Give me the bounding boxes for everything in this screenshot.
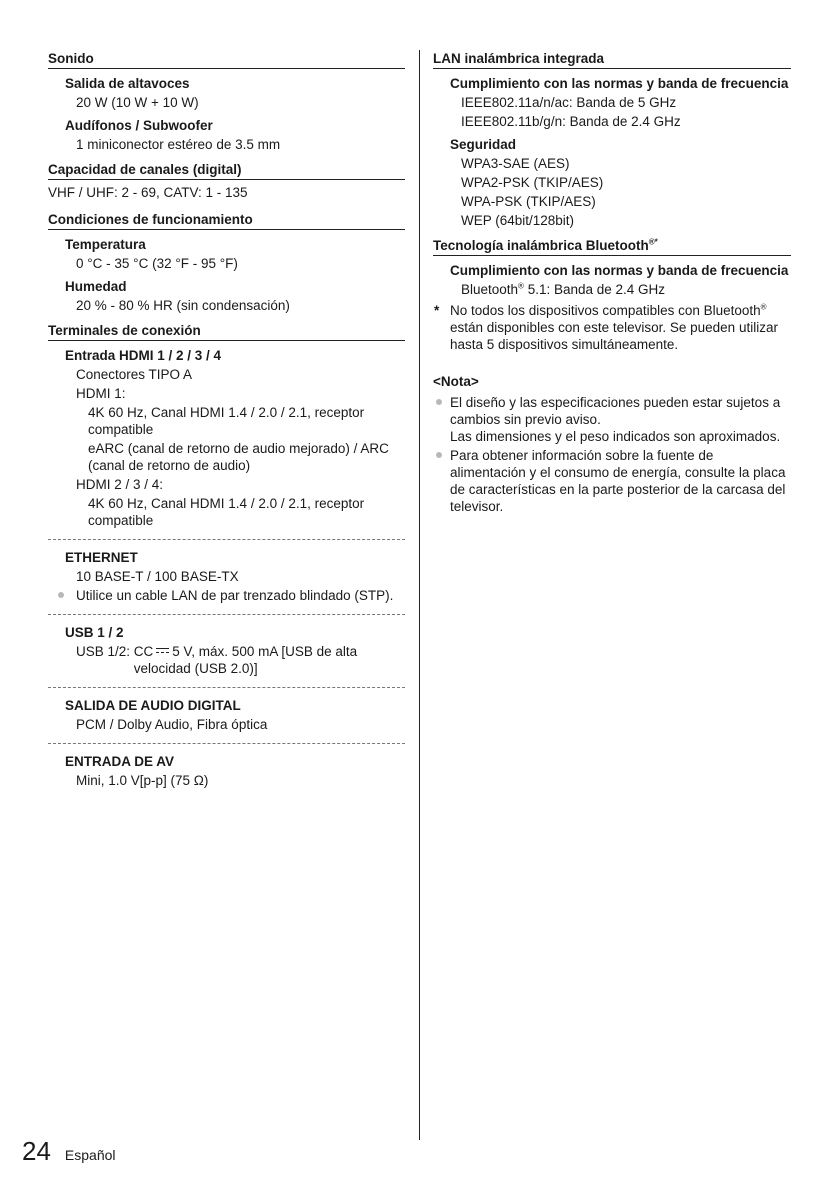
subheading-audio-digital: SALIDA DE AUDIO DIGITAL [65, 698, 241, 713]
bullet-ethernet [48, 587, 405, 604]
value-security-4: WEP (64bit/128bit) [461, 213, 575, 228]
bt-footnote [433, 302, 791, 353]
value-security-3: WPA-PSK (TKIP/AES) [461, 194, 596, 209]
bt-band-mark: ® [518, 281, 524, 291]
value-security-1: WPA3-SAE (AES) [461, 156, 570, 171]
value-salida-altavoces: 20 W (10 W + 10 W) [76, 95, 199, 110]
footnote-star: * [434, 303, 440, 318]
label-hdmi1: HDMI 1: [76, 386, 126, 401]
value-temperatura: 0 °C - 35 °C (32 °F - 95 °F) [76, 256, 238, 271]
bt-heading-mark: ®* [648, 237, 658, 247]
page-footer [22, 1136, 116, 1166]
subheading-humedad: Humedad [65, 279, 127, 294]
nota-title: <Nota> [433, 374, 479, 389]
value-hdmi1-earc: eARC (canal de retorno de audio mejorado) / ARC (canal de retorno de audio) [88, 441, 389, 473]
bullet-icon [58, 592, 64, 598]
value-bt-band [461, 281, 791, 298]
dc-symbol-icon [156, 648, 169, 654]
subheading-audifonos: Audífonos / Subwoofer [65, 118, 213, 133]
subheading-seguridad: Seguridad [450, 137, 517, 152]
usb-spec-text: 5 V, máx. 500 mA [USB de alta velocidad (USB 2.0)] [133, 644, 358, 676]
value-band-24ghz: IEEE802.11b/g/n: Banda de 2.4 GHz [461, 114, 681, 129]
subheading-lan-cumplimiento: Cumplimiento con las normas y banda de frecuencia [450, 76, 789, 91]
value-hdmi234-spec: 4K 60 Hz, Canal HDMI 1.4 / 2.0 / 2.1, receptor compatible [88, 496, 365, 528]
bullet-ethernet-text: Utilice un cable LAN de par trenzado blindado (STP). [76, 588, 394, 603]
subheading-ethernet: ETHERNET [65, 550, 138, 565]
left-column [48, 50, 405, 789]
bt-note-pre: No todos los dispositivos compatibles con Bluetooth [450, 303, 761, 318]
value-ethernet: 10 BASE-T / 100 BASE-TX [76, 569, 239, 584]
usb-cc: CC [133, 644, 154, 659]
value-audio-digital: PCM / Dolby Audio, Fibra óptica [76, 717, 268, 732]
value-hdmi1-spec: 4K 60 Hz, Canal HDMI 1.4 / 2.0 / 2.1, receptor compatible [88, 405, 365, 437]
label-hdmi234: HDMI 2 / 3 / 4: [76, 477, 164, 492]
page-language: Español [64, 1147, 116, 1163]
nota-bullet-2-text: Para obtener información sobre la fuente de alimentación y el consumo de energía, consulte la placa de características en la parte posterior de la carcasa del televisor. [450, 448, 786, 514]
subheading-entrada-av: ENTRADA DE AV [65, 754, 175, 769]
value-conectores: Conectores TIPO A [76, 367, 193, 382]
page-number: 24 [22, 1136, 51, 1166]
subheading-temperatura: Temperatura [65, 237, 146, 252]
usb-label: USB 1/2: [76, 644, 134, 659]
bt-note-post: están disponibles con este televisor. Se pueden utilizar hasta 5 dispositivos simultáneamente. [450, 320, 778, 352]
bullet-icon [436, 399, 442, 405]
dashed-divider [48, 539, 405, 540]
value-audifonos: 1 miniconector estéreo de 3.5 mm [76, 137, 281, 152]
nota-bullet-1-line1: El diseño y las especificaciones pueden estar sujetos a cambios sin previo aviso. [450, 395, 781, 427]
usb-spec [134, 643, 405, 677]
subheading-salida-altavoces: Salida de altavoces [65, 76, 190, 91]
value-humedad: 20 % - 80 % HR (sin condensación) [76, 298, 290, 313]
bt-band-pre: Bluetooth [461, 282, 519, 297]
bt-heading-text: Tecnología inalámbrica Bluetooth [433, 238, 649, 253]
subheading-hdmi: Entrada HDMI 1 / 2 / 3 / 4 [65, 348, 222, 363]
bt-note-mark: ® [760, 302, 767, 312]
dashed-divider [48, 687, 405, 688]
section-heading-condiciones: Condiciones de funcionamiento [48, 211, 405, 230]
dashed-divider [48, 743, 405, 744]
value-security-2: WPA2-PSK (TKIP/AES) [461, 175, 604, 190]
right-column [433, 50, 791, 515]
column-divider [419, 50, 420, 1140]
value-canales: VHF / UHF: 2 - 69, CATV: 1 - 135 [48, 185, 248, 200]
bullet-icon [436, 452, 442, 458]
bt-band-post: 5.1: Banda de 2.4 GHz [523, 282, 666, 297]
spacer [433, 353, 791, 373]
value-band-5ghz: IEEE802.11a/n/ac: Banda de 5 GHz [461, 95, 677, 110]
subheading-bt-cumplimiento: Cumplimiento con las normas y banda de frecuencia [450, 263, 789, 278]
section-heading-canales: Capacidad de canales (digital) [48, 161, 405, 180]
nota-bullet-1 [433, 394, 791, 445]
section-heading-sonido: Sonido [48, 50, 405, 69]
value-entrada-av: Mini, 1.0 V[p-p] (75 Ω) [76, 773, 209, 788]
value-usb [76, 643, 405, 677]
subheading-usb: USB 1 / 2 [65, 625, 124, 640]
section-heading-terminales: Terminales de conexión [48, 322, 405, 341]
nota-bullet-1-line2: Las dimensiones y el peso indicados son aproximados. [450, 429, 781, 444]
section-heading-lan: LAN inalámbrica integrada [433, 50, 791, 69]
dashed-divider [48, 614, 405, 615]
nota-bullet-2 [433, 447, 791, 515]
section-heading-bluetooth [433, 237, 791, 256]
